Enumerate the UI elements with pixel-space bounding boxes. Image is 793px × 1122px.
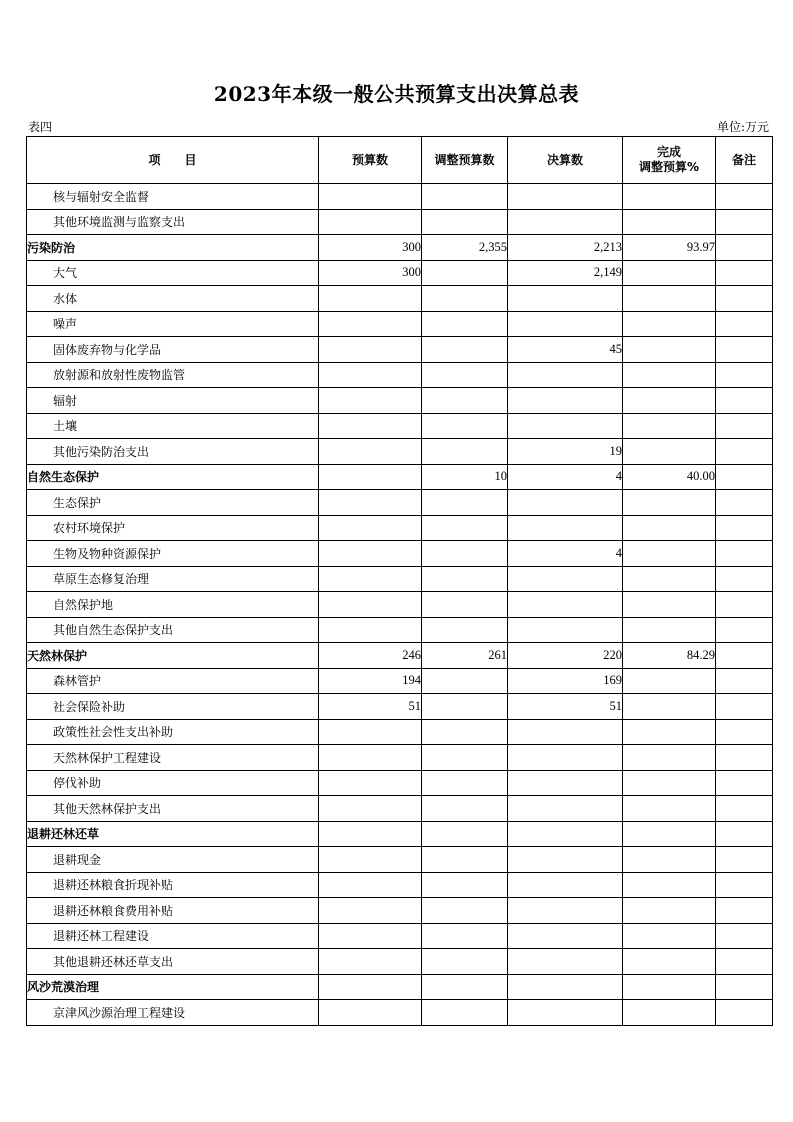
row-budget bbox=[319, 617, 422, 643]
row-final-accounts bbox=[508, 515, 623, 541]
row-adjusted-budget bbox=[422, 974, 508, 1000]
table-row bbox=[27, 847, 773, 873]
row-remark bbox=[716, 592, 773, 618]
row-final-accounts bbox=[508, 796, 623, 822]
row-item-name: 政策性社会性支出补助 bbox=[27, 719, 319, 745]
row-item-name: 风沙荒漠治理 bbox=[27, 974, 319, 1000]
row-item-name: 自然生态保护 bbox=[27, 464, 319, 490]
row-budget: 51 bbox=[319, 694, 422, 720]
table-row bbox=[27, 796, 773, 822]
header-remark: 备注 bbox=[716, 137, 773, 184]
row-completion-rate bbox=[623, 796, 716, 822]
table-row bbox=[27, 694, 773, 720]
row-final-accounts: 51 bbox=[508, 694, 623, 720]
row-item-name: 退耕现金 bbox=[27, 847, 319, 873]
row-final-accounts bbox=[508, 362, 623, 388]
row-completion-rate bbox=[623, 541, 716, 567]
table-row-category bbox=[27, 974, 773, 1000]
row-completion-rate bbox=[623, 388, 716, 414]
row-remark bbox=[716, 898, 773, 924]
row-remark bbox=[716, 796, 773, 822]
row-completion-rate: 40.00 bbox=[623, 464, 716, 490]
row-final-accounts bbox=[508, 923, 623, 949]
row-budget bbox=[319, 388, 422, 414]
table-row bbox=[27, 515, 773, 541]
row-adjusted-budget bbox=[422, 337, 508, 363]
row-final-accounts bbox=[508, 566, 623, 592]
header-final-accounts: 决算数 bbox=[508, 137, 623, 184]
row-item-name: 其他环境监测与监察支出 bbox=[27, 209, 319, 235]
table-row bbox=[27, 260, 773, 286]
row-budget: 246 bbox=[319, 643, 422, 669]
row-remark bbox=[716, 617, 773, 643]
row-completion-rate bbox=[623, 898, 716, 924]
row-budget bbox=[319, 515, 422, 541]
row-final-accounts bbox=[508, 949, 623, 975]
row-item-name: 退耕还林粮食费用补贴 bbox=[27, 898, 319, 924]
row-adjusted-budget bbox=[422, 311, 508, 337]
row-adjusted-budget bbox=[422, 388, 508, 414]
table-number: 表四 bbox=[28, 120, 53, 134]
row-adjusted-budget bbox=[422, 413, 508, 439]
row-budget bbox=[319, 974, 422, 1000]
row-remark bbox=[716, 413, 773, 439]
row-budget bbox=[319, 592, 422, 618]
row-remark bbox=[716, 1000, 773, 1026]
row-adjusted-budget bbox=[422, 260, 508, 286]
row-final-accounts: 45 bbox=[508, 337, 623, 363]
budget-table bbox=[26, 136, 773, 1026]
row-completion-rate bbox=[623, 617, 716, 643]
row-completion-rate bbox=[623, 260, 716, 286]
row-budget bbox=[319, 541, 422, 567]
row-item-name: 污染防治 bbox=[27, 235, 319, 261]
row-adjusted-budget bbox=[422, 923, 508, 949]
table-row bbox=[27, 745, 773, 771]
row-budget bbox=[319, 286, 422, 312]
table-row bbox=[27, 949, 773, 975]
row-item-name: 噪声 bbox=[27, 311, 319, 337]
table-row-category bbox=[27, 821, 773, 847]
row-completion-rate bbox=[623, 337, 716, 363]
row-budget bbox=[319, 1000, 422, 1026]
row-adjusted-budget bbox=[422, 1000, 508, 1026]
table-row bbox=[27, 872, 773, 898]
row-remark bbox=[716, 260, 773, 286]
row-adjusted-budget bbox=[422, 541, 508, 567]
row-item-name: 固体废弃物与化学品 bbox=[27, 337, 319, 363]
row-final-accounts bbox=[508, 1000, 623, 1026]
row-remark bbox=[716, 949, 773, 975]
table-row bbox=[27, 209, 773, 235]
row-remark bbox=[716, 541, 773, 567]
row-budget bbox=[319, 898, 422, 924]
row-completion-rate bbox=[623, 745, 716, 771]
header-budget: 预算数 bbox=[319, 137, 422, 184]
row-adjusted-budget bbox=[422, 566, 508, 592]
row-remark bbox=[716, 821, 773, 847]
row-item-name: 水体 bbox=[27, 286, 319, 312]
table-row bbox=[27, 388, 773, 414]
row-budget bbox=[319, 413, 422, 439]
header-completion-line2: 调整预算% bbox=[638, 160, 700, 174]
row-item-name: 其他自然生态保护支出 bbox=[27, 617, 319, 643]
row-item-name: 大气 bbox=[27, 260, 319, 286]
row-completion-rate bbox=[623, 923, 716, 949]
row-budget bbox=[319, 770, 422, 796]
table-row-category bbox=[27, 235, 773, 261]
row-completion-rate bbox=[623, 821, 716, 847]
row-remark bbox=[716, 974, 773, 1000]
row-remark bbox=[716, 668, 773, 694]
row-remark bbox=[716, 847, 773, 873]
row-item-name: 停伐补助 bbox=[27, 770, 319, 796]
row-remark bbox=[716, 439, 773, 465]
row-item-name: 核与辐射安全监督 bbox=[27, 184, 319, 210]
header-completion-rate bbox=[623, 137, 716, 184]
row-completion-rate bbox=[623, 566, 716, 592]
table-row bbox=[27, 770, 773, 796]
table-row bbox=[27, 592, 773, 618]
row-adjusted-budget bbox=[422, 898, 508, 924]
row-item-name: 退耕还林还草 bbox=[27, 821, 319, 847]
row-budget bbox=[319, 184, 422, 210]
row-budget bbox=[319, 719, 422, 745]
row-remark bbox=[716, 566, 773, 592]
row-budget bbox=[319, 821, 422, 847]
row-item-name: 自然保护地 bbox=[27, 592, 319, 618]
row-completion-rate bbox=[623, 719, 716, 745]
row-completion-rate bbox=[623, 209, 716, 235]
unit-label: 单位:万元 bbox=[716, 120, 769, 134]
row-completion-rate bbox=[623, 974, 716, 1000]
row-adjusted-budget bbox=[422, 592, 508, 618]
table-row bbox=[27, 311, 773, 337]
row-final-accounts bbox=[508, 286, 623, 312]
row-item-name: 其他天然林保护支出 bbox=[27, 796, 319, 822]
row-remark bbox=[716, 209, 773, 235]
row-budget: 300 bbox=[319, 235, 422, 261]
row-final-accounts bbox=[508, 388, 623, 414]
row-remark bbox=[716, 337, 773, 363]
row-remark bbox=[716, 643, 773, 669]
row-budget bbox=[319, 872, 422, 898]
row-completion-rate bbox=[623, 515, 716, 541]
row-final-accounts bbox=[508, 719, 623, 745]
row-final-accounts bbox=[508, 770, 623, 796]
row-remark bbox=[716, 923, 773, 949]
row-item-name: 其他污染防治支出 bbox=[27, 439, 319, 465]
row-remark bbox=[716, 464, 773, 490]
row-budget bbox=[319, 464, 422, 490]
table-header-row bbox=[27, 137, 773, 184]
row-remark bbox=[716, 286, 773, 312]
row-final-accounts: 4 bbox=[508, 541, 623, 567]
row-remark bbox=[716, 490, 773, 516]
row-adjusted-budget bbox=[422, 745, 508, 771]
row-adjusted-budget bbox=[422, 694, 508, 720]
header-item: 项 目 bbox=[27, 137, 319, 184]
row-adjusted-budget bbox=[422, 362, 508, 388]
row-remark bbox=[716, 872, 773, 898]
row-adjusted-budget bbox=[422, 719, 508, 745]
row-final-accounts: 2,149 bbox=[508, 260, 623, 286]
row-item-name: 退耕还林粮食折现补贴 bbox=[27, 872, 319, 898]
row-adjusted-budget bbox=[422, 668, 508, 694]
table-row bbox=[27, 541, 773, 567]
row-remark bbox=[716, 515, 773, 541]
table-row bbox=[27, 668, 773, 694]
row-remark bbox=[716, 694, 773, 720]
row-budget bbox=[319, 209, 422, 235]
row-final-accounts: 220 bbox=[508, 643, 623, 669]
row-final-accounts bbox=[508, 184, 623, 210]
row-adjusted-budget bbox=[422, 439, 508, 465]
header-adjusted-budget: 调整预算数 bbox=[422, 137, 508, 184]
row-item-name: 退耕还林工程建设 bbox=[27, 923, 319, 949]
row-remark bbox=[716, 235, 773, 261]
table-row bbox=[27, 490, 773, 516]
table-row bbox=[27, 362, 773, 388]
table-row bbox=[27, 898, 773, 924]
table-body bbox=[27, 184, 773, 1026]
row-remark bbox=[716, 184, 773, 210]
row-remark bbox=[716, 388, 773, 414]
row-final-accounts bbox=[508, 311, 623, 337]
row-adjusted-budget bbox=[422, 515, 508, 541]
row-completion-rate bbox=[623, 286, 716, 312]
row-adjusted-budget bbox=[422, 184, 508, 210]
row-final-accounts bbox=[508, 821, 623, 847]
row-final-accounts bbox=[508, 413, 623, 439]
table-row bbox=[27, 439, 773, 465]
row-final-accounts bbox=[508, 898, 623, 924]
row-completion-rate bbox=[623, 872, 716, 898]
row-completion-rate bbox=[623, 592, 716, 618]
header-completion-line1: 完成 bbox=[656, 145, 681, 159]
row-adjusted-budget bbox=[422, 617, 508, 643]
row-final-accounts bbox=[508, 490, 623, 516]
row-item-name: 天然林保护 bbox=[27, 643, 319, 669]
row-adjusted-budget bbox=[422, 490, 508, 516]
row-budget bbox=[319, 362, 422, 388]
row-remark bbox=[716, 745, 773, 771]
row-completion-rate bbox=[623, 949, 716, 975]
row-completion-rate bbox=[623, 490, 716, 516]
row-final-accounts: 2,213 bbox=[508, 235, 623, 261]
table-row bbox=[27, 923, 773, 949]
table-row-category bbox=[27, 643, 773, 669]
row-adjusted-budget bbox=[422, 847, 508, 873]
row-adjusted-budget bbox=[422, 949, 508, 975]
table-row bbox=[27, 566, 773, 592]
row-budget bbox=[319, 745, 422, 771]
row-item-name: 生态保护 bbox=[27, 490, 319, 516]
table-row bbox=[27, 286, 773, 312]
row-completion-rate bbox=[623, 847, 716, 873]
row-item-name: 农村环境保护 bbox=[27, 515, 319, 541]
row-budget bbox=[319, 490, 422, 516]
table-row bbox=[27, 184, 773, 210]
table-row-category bbox=[27, 464, 773, 490]
row-item-name: 辐射 bbox=[27, 388, 319, 414]
row-budget bbox=[319, 847, 422, 873]
row-final-accounts bbox=[508, 592, 623, 618]
page-title: 2023年本级一般公共预算支出决算总表 bbox=[213, 82, 580, 106]
row-budget bbox=[319, 337, 422, 363]
row-completion-rate bbox=[623, 770, 716, 796]
row-remark bbox=[716, 770, 773, 796]
row-completion-rate bbox=[623, 362, 716, 388]
row-budget: 194 bbox=[319, 668, 422, 694]
row-final-accounts bbox=[508, 745, 623, 771]
row-budget bbox=[319, 923, 422, 949]
table-row bbox=[27, 617, 773, 643]
row-item-name: 森林管护 bbox=[27, 668, 319, 694]
row-completion-rate bbox=[623, 1000, 716, 1026]
row-item-name: 其他退耕还林还草支出 bbox=[27, 949, 319, 975]
row-completion-rate: 84.29 bbox=[623, 643, 716, 669]
row-adjusted-budget bbox=[422, 770, 508, 796]
row-budget: 300 bbox=[319, 260, 422, 286]
table-row bbox=[27, 337, 773, 363]
row-final-accounts: 4 bbox=[508, 464, 623, 490]
row-item-name: 草原生态修复治理 bbox=[27, 566, 319, 592]
row-final-accounts bbox=[508, 209, 623, 235]
row-completion-rate: 93.97 bbox=[623, 235, 716, 261]
row-adjusted-budget bbox=[422, 821, 508, 847]
row-item-name: 京津风沙源治理工程建设 bbox=[27, 1000, 319, 1026]
row-completion-rate bbox=[623, 311, 716, 337]
row-final-accounts: 169 bbox=[508, 668, 623, 694]
row-adjusted-budget bbox=[422, 872, 508, 898]
row-remark bbox=[716, 311, 773, 337]
row-adjusted-budget bbox=[422, 286, 508, 312]
row-completion-rate bbox=[623, 439, 716, 465]
row-final-accounts bbox=[508, 617, 623, 643]
row-completion-rate bbox=[623, 413, 716, 439]
table-row bbox=[27, 1000, 773, 1026]
row-adjusted-budget: 261 bbox=[422, 643, 508, 669]
row-final-accounts bbox=[508, 847, 623, 873]
table-row bbox=[27, 413, 773, 439]
row-budget bbox=[319, 439, 422, 465]
row-adjusted-budget: 2,355 bbox=[422, 235, 508, 261]
row-remark bbox=[716, 719, 773, 745]
row-completion-rate bbox=[623, 694, 716, 720]
row-remark bbox=[716, 362, 773, 388]
row-budget bbox=[319, 311, 422, 337]
row-final-accounts: 19 bbox=[508, 439, 623, 465]
row-final-accounts bbox=[508, 974, 623, 1000]
row-item-name: 社会保险补助 bbox=[27, 694, 319, 720]
row-completion-rate bbox=[623, 184, 716, 210]
row-adjusted-budget bbox=[422, 209, 508, 235]
row-item-name: 天然林保护工程建设 bbox=[27, 745, 319, 771]
table-row bbox=[27, 719, 773, 745]
row-budget bbox=[319, 566, 422, 592]
row-budget bbox=[319, 796, 422, 822]
row-item-name: 放射源和放射性废物监管 bbox=[27, 362, 319, 388]
row-budget bbox=[319, 949, 422, 975]
row-adjusted-budget bbox=[422, 796, 508, 822]
row-completion-rate bbox=[623, 668, 716, 694]
row-item-name: 土壤 bbox=[27, 413, 319, 439]
row-item-name: 生物及物种资源保护 bbox=[27, 541, 319, 567]
row-final-accounts bbox=[508, 872, 623, 898]
row-adjusted-budget: 10 bbox=[422, 464, 508, 490]
